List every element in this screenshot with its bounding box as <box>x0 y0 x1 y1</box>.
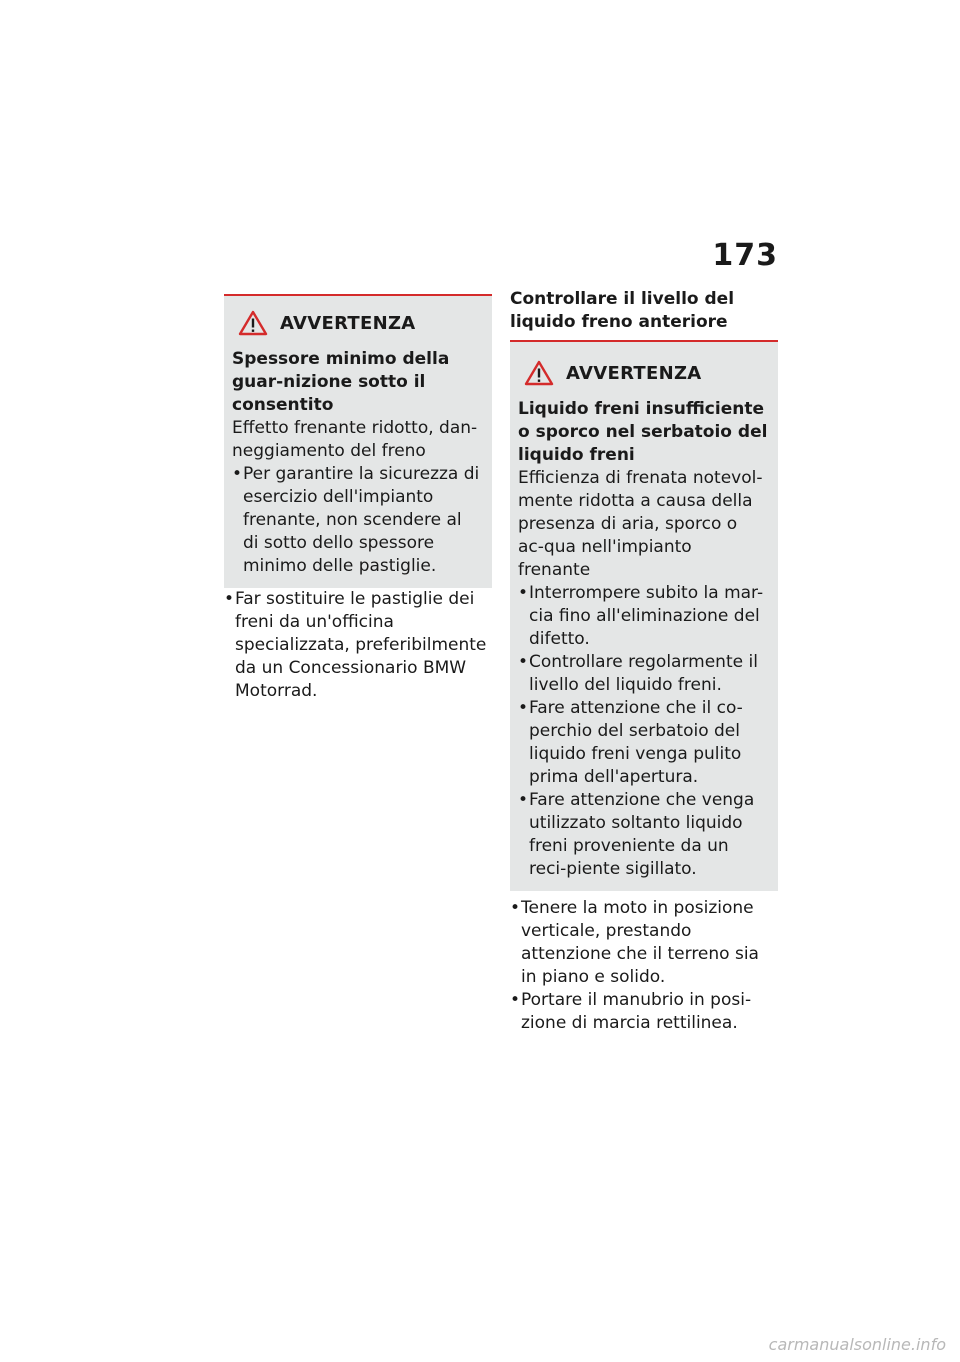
list-item: • Fare attenzione che venga utilizzato soltanto liquido freni proveniente da un reci-piente sigillato. <box>518 789 768 881</box>
instruction-list <box>510 897 778 1035</box>
warning-text: Efficienza di frenata notevol-mente ridotta a causa della presenza di aria, sporco o ac-qua nell'impianto frenante <box>518 468 763 580</box>
list-item: • Far sostituire le pastiglie dei freni da un'officina specializzata, preferibilmente da un Concessionario BMW Motorrad. <box>224 588 492 703</box>
list-item: • Interrompere subito la mar-cia fino all'eliminazione del difetto. <box>518 582 768 651</box>
warning-title: Liquido freni insufficiente o sporco nel serbatoio del liquido freni <box>518 399 768 465</box>
list-item: • Portare il manubrio in posi-zione di marcia rettilinea. <box>510 989 778 1035</box>
warning-bullet-list <box>518 582 768 881</box>
section-title: Controllare il livello del liquido freno anteriore <box>510 288 778 342</box>
warning-text: Effetto frenante ridotto, dan-neggiamento del freno <box>232 418 478 461</box>
warning-box <box>224 294 492 588</box>
list-item: • Fare attenzione che il co-perchio del serbatoio del liquido freni venga pulito prima dell'apertura. <box>518 697 768 789</box>
warning-label: AVVERTENZA <box>280 312 416 334</box>
right-column <box>510 288 778 1035</box>
watermark: carmanualsonline.info <box>768 1335 946 1354</box>
page-number: 173 <box>712 238 778 273</box>
list-item: • Tenere la moto in posizione verticale, prestando attenzione che il terreno sia in piano e solido. <box>510 897 778 989</box>
warning-title: Spessore minimo della guar-nizione sotto il consentito <box>232 349 450 415</box>
list-item: • Controllare regolarmente il livello del liquido freni. <box>518 651 768 697</box>
instruction-list <box>224 588 492 703</box>
left-column <box>224 294 492 703</box>
warning-bullet-list <box>232 463 482 578</box>
warning-header <box>524 360 768 386</box>
warning-triangle-icon <box>524 360 554 386</box>
warning-triangle-icon <box>238 310 268 336</box>
warning-box <box>510 342 778 891</box>
warning-header <box>238 310 482 336</box>
warning-label: AVVERTENZA <box>566 362 702 384</box>
list-item: • Per garantire la sicurezza di esercizio dell'impianto frenante, non scendere al di sotto dello spessore minimo delle pastiglie. <box>232 463 482 578</box>
